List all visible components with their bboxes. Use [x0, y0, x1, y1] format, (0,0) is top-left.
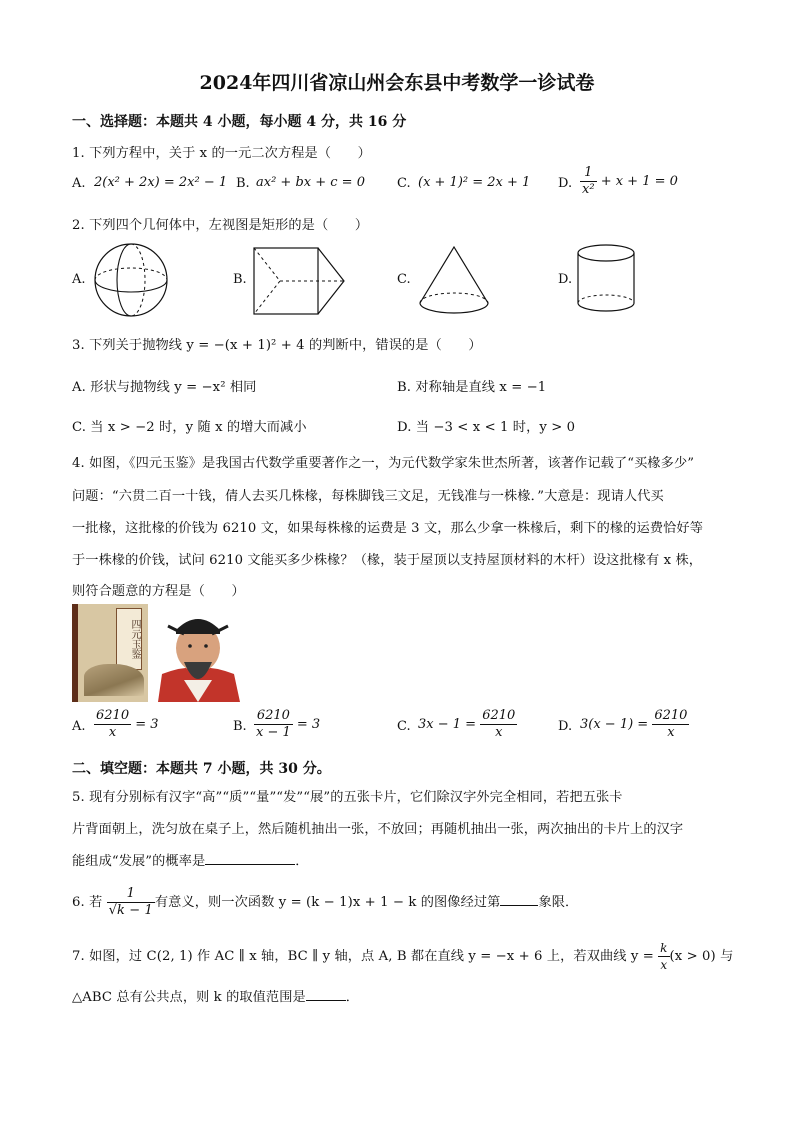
q3-option-b: B. 对称轴是直线 x = −1 — [397, 380, 547, 395]
q2-option-b-label: B. — [233, 272, 247, 287]
q6-fraction — [107, 886, 155, 919]
scholar-portrait-icon — [148, 604, 248, 702]
question-4-line-5: 则符合题意的方程是（ ） — [72, 584, 245, 599]
page-title: 2024年四川省凉山州会东县中考数学一诊试卷 — [199, 72, 595, 94]
q6-mid: 有意义，则一次函数 y = (k − 1)x + 1 − k 的图像经过第 — [154, 895, 501, 910]
q5-end: ． — [295, 854, 309, 869]
question-3-stem: 3. 下列关于抛物线 y = −(x + 1)² + 4 的判断中，错误的是（ ） — [72, 338, 482, 353]
q3-option-c: C. 当 x > −2 时，y 随 x 的增大而减小 — [72, 420, 307, 435]
q7-denominator: x — [660, 958, 668, 972]
q2-option-a-label: A. — [72, 272, 86, 287]
q4-d-denominator: x — [667, 725, 675, 740]
q1-option-d-label: D. — [558, 176, 573, 191]
q5-answer-blank[interactable] — [205, 852, 295, 865]
question-6 — [72, 886, 578, 919]
question-7-line-2 — [72, 986, 359, 1005]
q4-d-left: 3(x − 1) = — [580, 717, 649, 732]
q6-pre: 6. 若 — [72, 895, 103, 910]
q1-option-b: ax² + bx + c = 0 — [256, 175, 365, 190]
q5-text: 能组成“发展”的概率是 — [72, 854, 206, 869]
question-5-line-2: 片背面朝上，洗匀放在桌子上，然后随机抽出一张，不放回；再随机抽出一张，两次抽出的卡片上的汉字 — [72, 822, 684, 837]
mountain-illustration — [84, 664, 144, 696]
q4-b-denominator: x − 1 — [256, 725, 291, 740]
q1-d-denominator: x² — [582, 182, 595, 197]
q4-option-c — [418, 708, 517, 741]
q4-option-b-label: B. — [233, 719, 247, 734]
q4-option-c-label: C. — [397, 719, 411, 734]
section-fill-heading: 二、填空题：本题共 7 小题，共 30 分。 — [72, 761, 331, 777]
sphere-icon — [90, 242, 174, 318]
q4-a-fraction — [94, 708, 131, 741]
question-5-line-1: 5. 现有分别标有汉字“高”“质”“量”“发”“展”的五张卡片，它们除汉字外完全相同，若把五张卡 — [72, 790, 623, 805]
q1-option-a-label: A. — [72, 176, 86, 191]
q4-option-d — [580, 708, 689, 741]
triangular-prism-icon — [250, 244, 350, 318]
book-cover-image — [72, 604, 148, 702]
q6-denominator: √k − 1 — [108, 903, 153, 918]
q4-d-fraction — [652, 708, 689, 741]
question-1-stem: 1. 下列方程中，关于 x 的一元二次方程是（ ） — [72, 146, 371, 161]
portrait-image — [148, 604, 248, 702]
q1-option-a: 2(x² + 2x) = 2x² − 1 — [94, 175, 228, 190]
question-4-line-3: 一批椽，这批椽的价钱为 6210 文，如果每株椽的运费是 3 文，那么少拿一株椽后，剩下的椽的运费恰好等 — [72, 521, 703, 536]
section-choice-heading: 一、选择题：本题共 4 小题，每小题 4 分，共 16 分 — [72, 114, 407, 130]
question-5-line-3 — [72, 850, 309, 869]
q1-option-c-label: C. — [397, 176, 411, 191]
question-4-line-4: 于一株椽的价钱，试问 6210 文能买多少株椽？（椽，装于屋顶以支持屋顶材料的木杆）设这批椽有 x 株， — [72, 553, 703, 568]
q4-option-b — [254, 708, 320, 741]
q1-option-b-label: B. — [236, 176, 250, 191]
book-title-label: 四元玉鉴 — [116, 608, 142, 670]
q4-option-a — [94, 708, 159, 741]
q4-a-denominator: x — [108, 725, 117, 740]
q1-d-rest: + x + 1 = 0 — [600, 174, 678, 189]
q2-option-d-label: D. — [558, 272, 573, 287]
q4-option-d-label: D. — [558, 719, 573, 734]
q1-option-d — [580, 165, 678, 198]
question-7-line-1 — [72, 940, 733, 973]
q4-b-fraction — [254, 708, 293, 741]
q7-end: ． — [345, 990, 360, 1005]
q4-b-numerator: 6210 — [254, 708, 293, 725]
q6-numerator: 1 — [107, 886, 155, 903]
q4-c-left: 3x − 1 = — [418, 717, 477, 732]
q4-b-rest: = 3 — [296, 717, 321, 732]
question-2-stem: 2. 下列四个几何体中，左视图是矩形的是（ ） — [72, 218, 369, 233]
q7-fraction — [658, 940, 669, 973]
q1-d-fraction — [580, 165, 597, 198]
q4-a-rest: = 3 — [135, 717, 159, 732]
question-4-line-2: 问题：“六贯二百一十钱，倩人去买几株椽，每株脚钱三文足，无钱准与一株椽．”大意是：现请人代买 — [72, 489, 664, 504]
q1-d-numerator: 1 — [580, 165, 597, 182]
q2-option-c-label: C. — [397, 272, 411, 287]
q4-a-numerator: 6210 — [96, 708, 130, 723]
cone-icon — [414, 243, 494, 319]
q7-text-c: △ABC 总有公共点，则 k 的取值范围是 — [72, 990, 306, 1005]
cylinder-icon — [576, 243, 640, 319]
q6-post: 象限． — [538, 895, 579, 910]
q7-text-a: 7. 如图，过 C(2, 1) 作 AC ∥ x 轴，BC ∥ y 轴，点 A, B 都在直线 y = −x + 6 上，若双曲线 y = — [72, 949, 654, 964]
q3-option-a: A. 形状与抛物线 y = −x² 相同 — [72, 380, 257, 395]
q7-answer-blank[interactable] — [306, 988, 346, 1001]
q4-c-denominator: x — [495, 725, 503, 740]
q3-option-d: D. 当 −3 < x < 1 时，y > 0 — [397, 420, 576, 435]
q4-c-fraction — [480, 708, 517, 741]
q1-option-c: (x + 1)² = 2x + 1 — [418, 175, 531, 190]
q7-numerator: k — [660, 941, 668, 955]
q4-option-a-label: A. — [72, 719, 86, 734]
q6-answer-blank[interactable] — [500, 893, 538, 906]
q4-c-numerator: 6210 — [482, 708, 516, 723]
question-4-line-1: 4. 如图，《四元玉鉴》是我国古代数学重要著作之一，为元代数学家朱世杰所著，该著作记载了“买椽多少” — [72, 456, 695, 471]
q7-text-b: (x > 0) 与 — [669, 949, 734, 964]
q4-d-numerator: 6210 — [654, 708, 688, 723]
